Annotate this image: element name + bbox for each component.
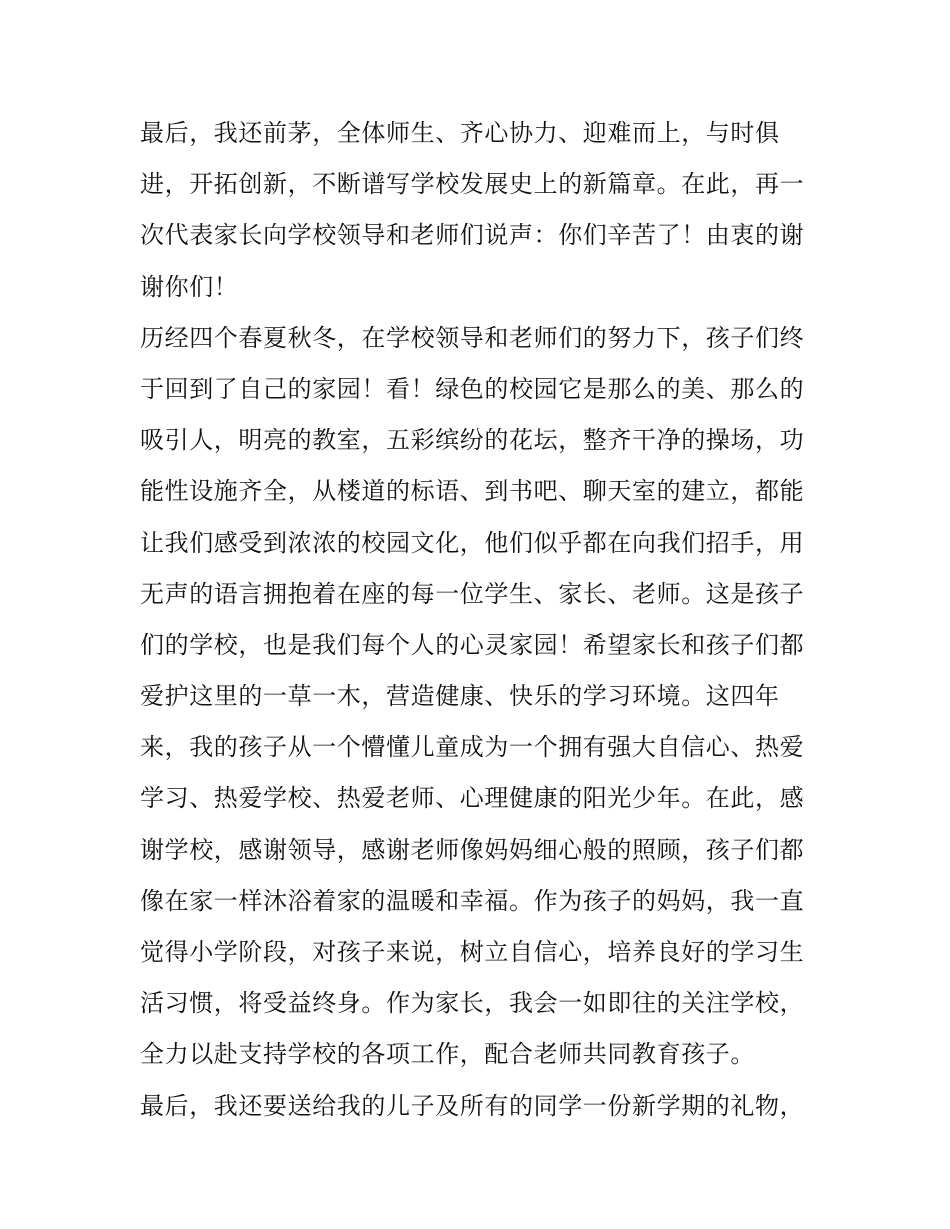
text-line: 历经四个春夏秋冬，在学校领导和老师们的努力下，孩子们终 bbox=[140, 323, 805, 352]
text-line: 全力以赴支持学校的各项工作，配合老师共同教育孩子。 bbox=[140, 1040, 755, 1069]
text-line: 最后，我还要送给我的儿子及所有的同学一份新学期的礼物， bbox=[140, 1091, 805, 1120]
text-line: 们的学校，也是我们每个人的心灵家园！希望家长和孩子们都 bbox=[140, 630, 805, 659]
text-line: 像在家一样沐浴着家的温暖和幸福。作为孩子的妈妈，我一直 bbox=[140, 886, 805, 915]
text-line: 谢你们！ bbox=[140, 272, 239, 301]
text-line: 爱护这里的一草一木，营造健康、快乐的学习环境。这四年 bbox=[140, 682, 780, 711]
text-line: 来，我的孩子从一个懵懂儿童成为一个拥有强大自信心、热爱 bbox=[140, 733, 805, 762]
text-line: 于回到了自己的家园！看！绿色的校园它是那么的美、那么的 bbox=[140, 374, 805, 403]
text-line: 觉得小学阶段，对孩子来说，树立自信心，培养良好的学习生 bbox=[140, 938, 805, 966]
text-line: 次代表家长向学校领导和老师们说声：你们辛苦了！由衷的谢 bbox=[140, 221, 805, 250]
text-line: 能性设施齐全，从楼道的标语、到书吧、聊天室的建立，都能 bbox=[140, 477, 805, 506]
text-line: 活习惯，将受益终身。作为家长，我会一如即往的关注学校， bbox=[140, 989, 805, 1018]
text-line: 无声的语言拥抱着在座的每一位学生、家长、老师。这是孩子 bbox=[140, 579, 805, 608]
text-line: 让我们感受到浓浓的校园文化，他们似乎都在向我们招手，用 bbox=[140, 528, 805, 557]
text-line: 吸引人，明亮的教室，五彩缤纷的花坛，整齐干净的操场，功 bbox=[140, 426, 805, 455]
body-text bbox=[140, 108, 830, 1132]
text-line: 进，开拓创新，不断谱写学校发展史上的新篇章。在此，再一 bbox=[140, 170, 805, 199]
text-line: 学习、热爱学校、热爱老师、心理健康的阳光少年。在此，感 bbox=[140, 784, 805, 813]
text-line: 最后，我还前茅，全体师生、齐心协力、迎难而上，与时俱 bbox=[140, 119, 780, 147]
text-line: 谢学校，感谢领导，感谢老师像妈妈细心般的照顾，孩子们都 bbox=[140, 835, 805, 864]
